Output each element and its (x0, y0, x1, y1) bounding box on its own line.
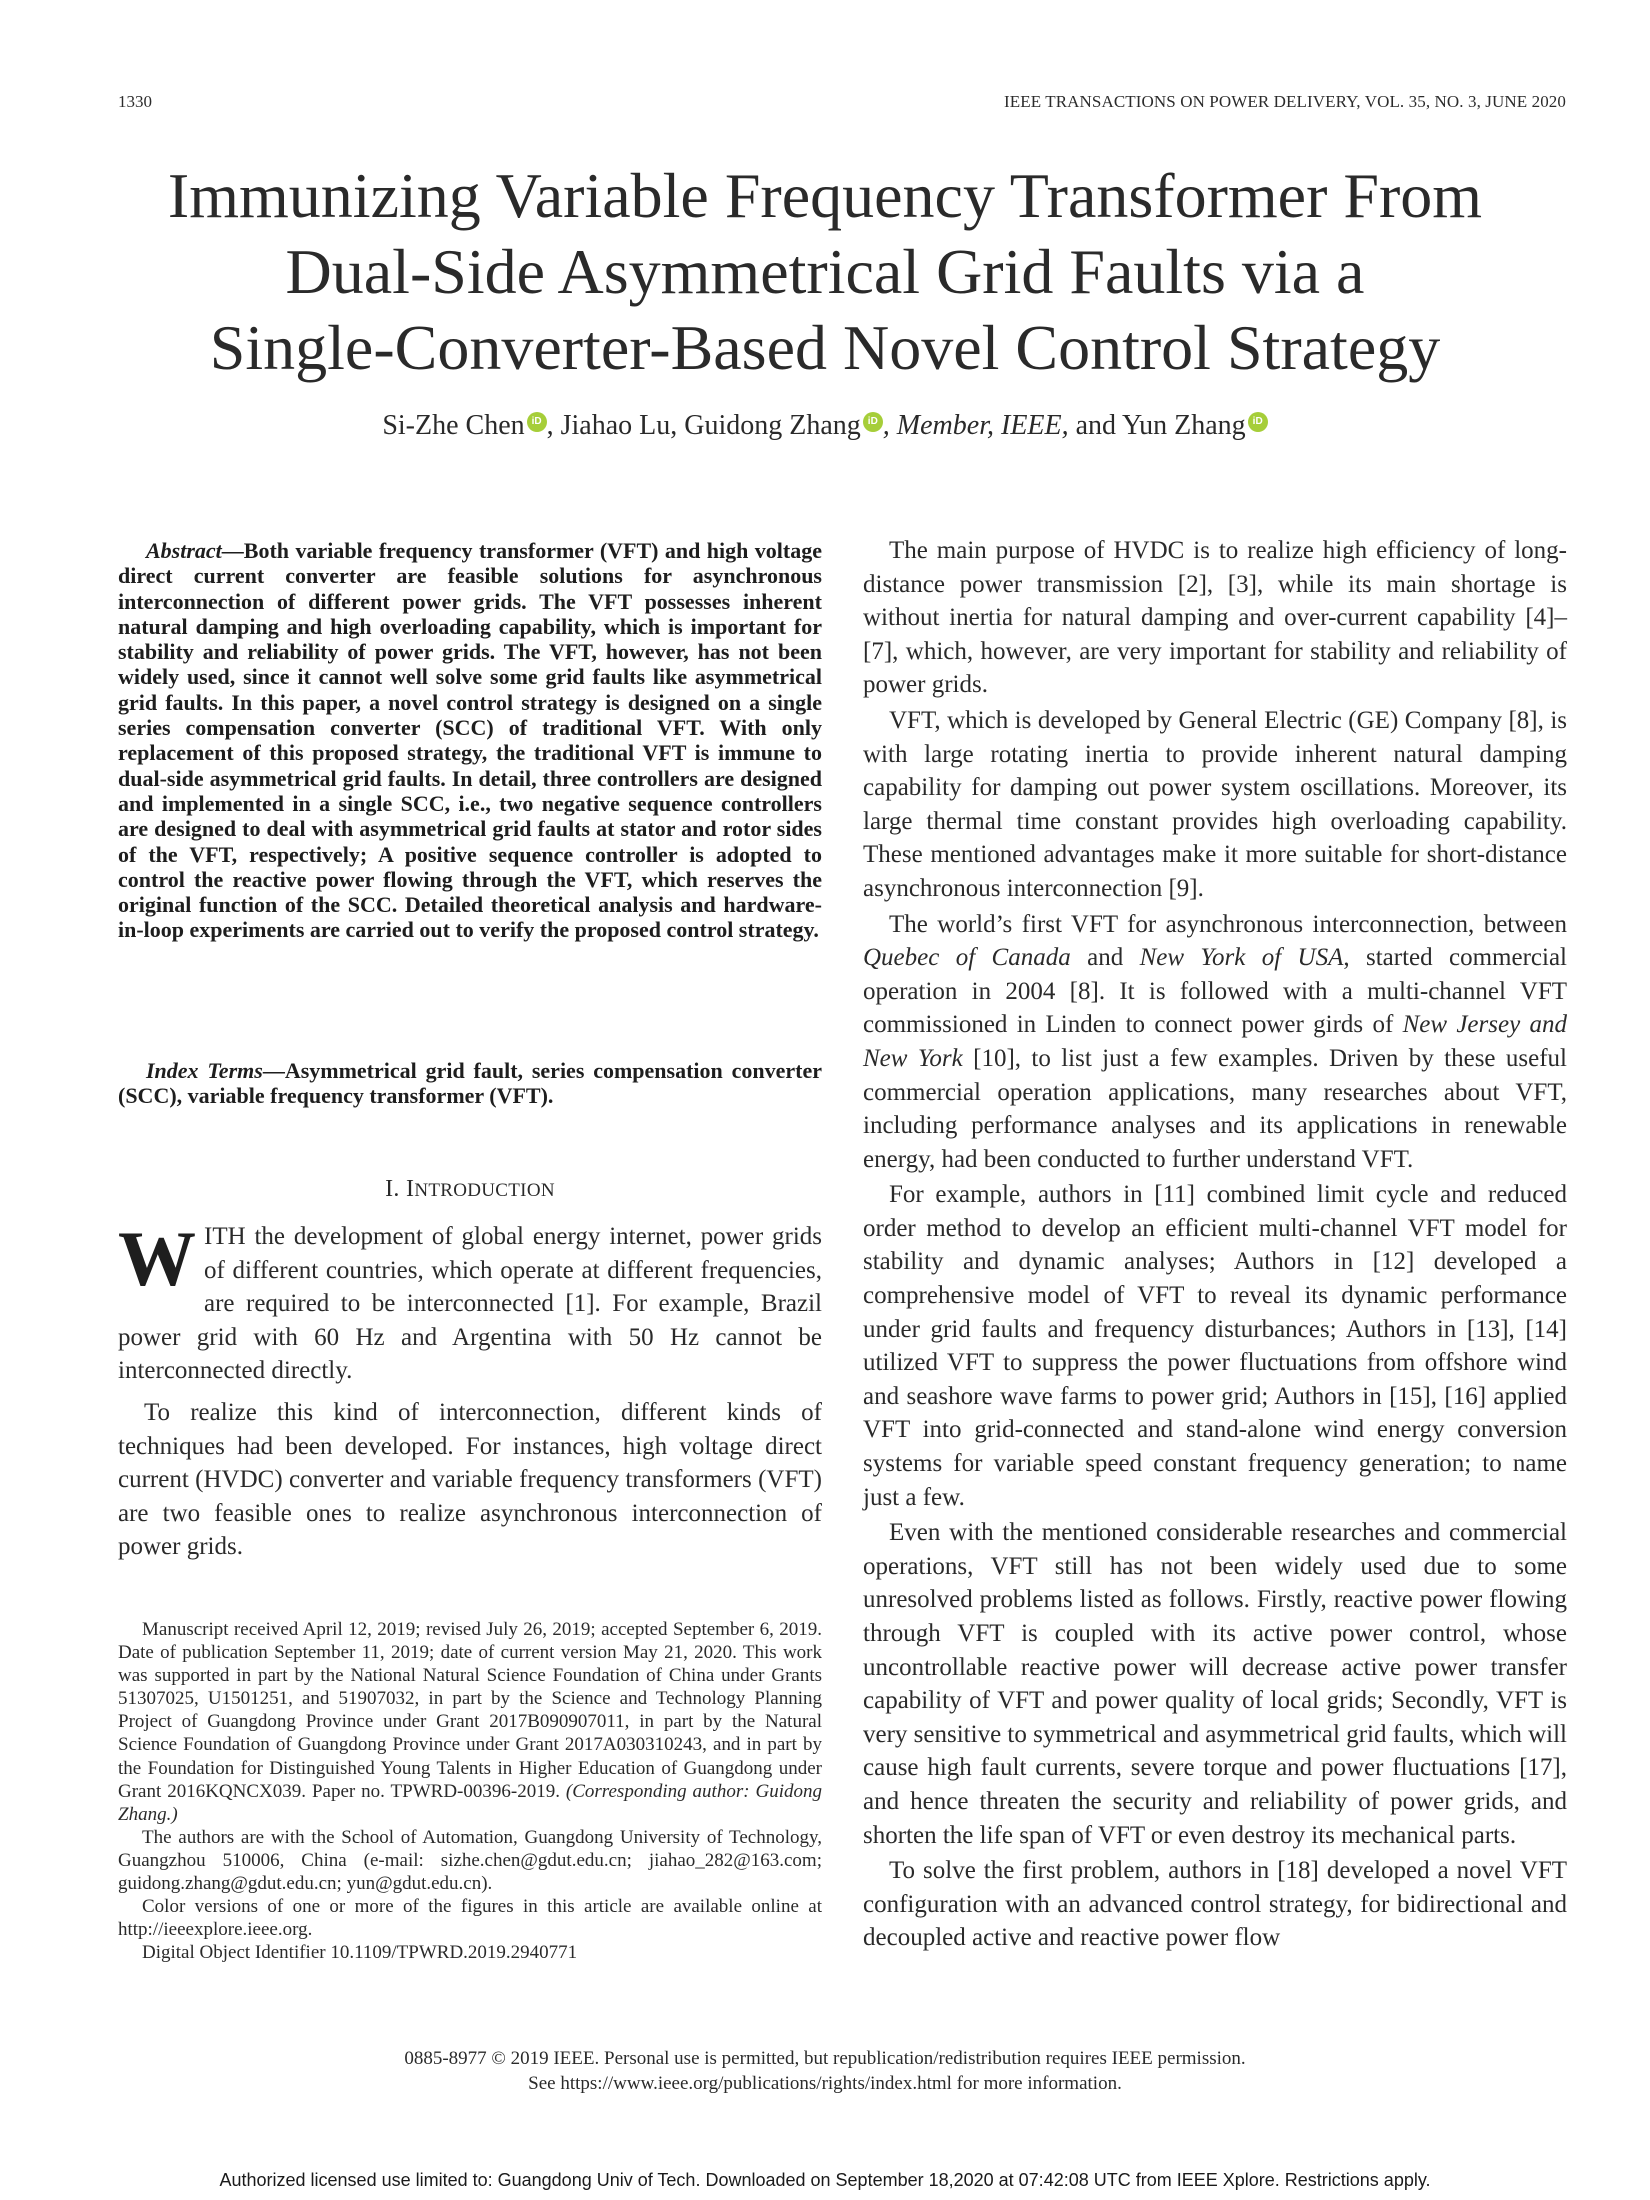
right-paragraph-5: Even with the mentioned considerable researches and commercial operations, VFT still has not been widely used due to some unresolved problems listed as follows. Firstly, reactive power flowing through VFT is coupled with its active power control, whose uncontrollable reactive power will decrease active power transfer capability of VFT and power quality of local grids; Secondly, VFT is very sensitive to symmetrical and asymmetrical grid faults, which will cause high fault currents, severe torque and power fluctuations [17], and hence threaten the security and reliability of power grids, and shorten the life span of VFT or even destroy its mechanical parts. (863, 1519, 1567, 1849)
right-paragraph-3-part: and (1070, 944, 1140, 972)
footnote-manuscript (118, 1618, 822, 1826)
footnote-manuscript-text: Manuscript received April 12, 2019; revised July 26, 2019; accepted September 6, 2019. Date of publication September 11, 2019; date of current version May 21, 2020. This work was supported in part by the National Natural Science Foundation of China under Grants 51307025, U1501251, and 51907032, in part by the Science and Technology Planning Project of Guangdong Province under Grant 2017B090907011, in part by the Natural Science Foundation of Guangdong Province under Grant 2017A030310243, and in part by the Foundation for Distinguished Young Talents in Higher Education of Guangdong under Grant 2016KQNCX039. Paper no. TPWRD-00396-2019. (118, 1619, 822, 1802)
right-paragraph-3-part: [10], to list just a few examples. Driven by these useful commercial operation applications, many researches about VFT, including performance analyses and its applications in renewable energy, had been conducted to further understand VFT. (863, 1044, 1567, 1173)
author-list (100, 410, 1550, 442)
place-quebec: Quebec of Canada (863, 944, 1071, 972)
author-membership: , Member, IEEE, (882, 410, 1069, 441)
introduction-text (118, 1215, 822, 1564)
right-paragraph-3-part: , started commercial operation in 2004 [8]. It is followed with a multi-channel VFT commissioned in Linden to connect power girds of (863, 944, 1567, 1039)
right-paragraph-3-part: The world’s first VFT for asynchronous interconnection, between (889, 910, 1567, 938)
title-line-3: Single-Converter-Based Novel Control Strategy (209, 312, 1441, 383)
license-footer: Authorized licensed use limited to: Guangdong Univ of Tech. Downloaded on September 18,2020 at 07:42:08 UTC from IEEE Xplore. Restrictions apply. (219, 2170, 1431, 2190)
section-first-letter: I (406, 1176, 415, 1202)
right-paragraph-2: VFT, which is developed by General Electric (GE) Company [8], is with large rotating inertia to provide inherent natural damping capability for damping out power system oscillations. Moreover, its large thermal time constant provides high overloading capability. These mentioned advantages make it more suitable for short-distance asynchronous interconnection [9]. (863, 706, 1567, 902)
footnotes (118, 1618, 822, 1964)
copyright-notice (100, 2046, 1550, 2096)
right-column-text (863, 534, 1567, 1957)
index-terms (118, 1058, 822, 1109)
page-number: 1330 (118, 92, 152, 111)
author-1: Si-Zhe Chen (382, 410, 525, 441)
copyright-line-2: See https://www.ieee.org/publications/rights/index.html for more information. (528, 2073, 1122, 2094)
right-paragraph-6: To solve the first problem, authors in [18] developed a novel VFT configuration with an advanced control strategy, for bidirectional and decoupled active and reactive power flow (863, 1857, 1567, 1952)
section-heading-introduction (118, 1176, 822, 1203)
section-title-rest: NTRODUCTION (414, 1180, 555, 1201)
abstract-text: —Both variable frequency transformer (VFT) and high voltage direct current converter are feasible solutions for asynchronous interconnection of different power grids. The VFT possesses inherent natural damping and high overloading capability, which is important for stability and reliability of power grids. The VFT, however, has not been widely used, since it cannot well solve some grid faults like asymmetrical grid faults. In this paper, a novel control strategy is designed on a single series compensation converter (SCC) of traditional VFT. With only replacement of this proposed strategy, the traditional VFT is immune to dual-side asymmetrical grid faults. In detail, three controllers are designed and implemented in a single SCC, i.e., two negative sequence controllers are designed to deal with asymmetrical grid faults at stator and rotor sides of the VFT, respectively; A positive sequence controller is adopted to control the reactive power flowing through the VFT, which reserves the original function of the SCC. Detailed theoretical analysis and hardware-in-loop experiments are carried out to verify the proposed control strategy. (118, 538, 822, 943)
title-line-2: Dual-Side Asymmetrical Grid Faults via a (285, 236, 1365, 307)
footnote-corresponding-author: (Corresponding author: Guidong Zhang.) (118, 1780, 822, 1825)
orcid-icon[interactable]: iD (527, 412, 547, 432)
title-line-1: Immunizing Variable Frequency Transformer From (167, 160, 1483, 231)
drop-cap: W (118, 1215, 196, 1302)
intro-paragraph-1 (118, 1215, 822, 1388)
place-new-york: New York of USA (1139, 944, 1344, 972)
right-paragraph-3 (863, 908, 1567, 1177)
orcid-icon[interactable]: iD (863, 412, 883, 432)
author-list-end: and Yun Zhang (1068, 410, 1246, 441)
index-terms-label: Index Terms (146, 1058, 263, 1083)
footnote-color: Color versions of one or more of the figures in this article are available online at http://ieeexplore.ieee.org. (118, 1896, 822, 1941)
index-terms-text: —Asymmetrical grid fault, series compensation converter (SCC), variable frequency transformer (VFT). (118, 1058, 822, 1109)
footnote-doi: Digital Object Identifier 10.1109/TPWRD.2019.2940771 (142, 1942, 578, 1964)
section-numeral: I. (385, 1176, 400, 1202)
abstract-label: Abstract (146, 538, 222, 563)
right-paragraph-4: For example, authors in [11] combined limit cycle and reduced order method to develop an efficient multi-channel VFT model for stability and dynamic analyses; Authors in [12] developed a comprehensive model of VFT to reveal its dynamic performance under grid faults and frequency disturbances; Authors in [13], [14] utilized VFT to suppress the power fluctuations from offshore wind and seashore wave farms to power grid; Authors in [15], [16] applied VFT into grid-connected and stand-alone wind energy conversion systems for variable speed constant frequency generation; to name just a few. (863, 1181, 1567, 1511)
author-list-middle: , Jiahao Lu, Guidong Zhang (546, 410, 861, 441)
journal-header: IEEE TRANSACTIONS ON POWER DELIVERY, VOL. 35, NO. 3, JUNE 2020 (1003, 92, 1566, 111)
paper-title (100, 158, 1550, 386)
right-paragraph-1: The main purpose of HVDC is to realize high efficiency of long-distance power transmission [2], [3], while its main shortage is without inertia for natural damping and over-current capability [4]–[7], which, however, are very important for stability and reliability of power grids. (863, 537, 1567, 699)
abstract (118, 538, 822, 943)
intro-paragraph-2: To realize this kind of interconnection, different kinds of techniques had been developed. For instances, high voltage direct current (HVDC) converter and variable frequency transformers (VFT) are two feasible ones to realize asynchronous interconnection of power grids. (118, 1398, 822, 1561)
footnote-affiliation: The authors are with the School of Automation, Guangdong University of Technology, Guangzhou 510006, China (e-mail: sizhe.chen@gdut.edu.cn; jiahao_282@163.com; guidong.zhang@gdut.edu.cn; yun@gdut.edu.cn). (118, 1826, 822, 1895)
place-new-jersey: New Jersey and New York (863, 1011, 1567, 1072)
running-header (118, 92, 1566, 122)
copyright-line-1: 0885-8977 © 2019 IEEE. Personal use is permitted, but republication/redistribution requires IEEE permission. (404, 2048, 1246, 2069)
orcid-icon[interactable]: iD (1248, 412, 1268, 432)
intro-paragraph-1-text: ITH the development of global energy internet, power grids of different countries, which operate at different frequencies, are required to be interconnected [1]. For example, Brazil power grid with 60 Hz and Argentina with 50 Hz cannot be interconnected directly. (118, 1223, 822, 1385)
